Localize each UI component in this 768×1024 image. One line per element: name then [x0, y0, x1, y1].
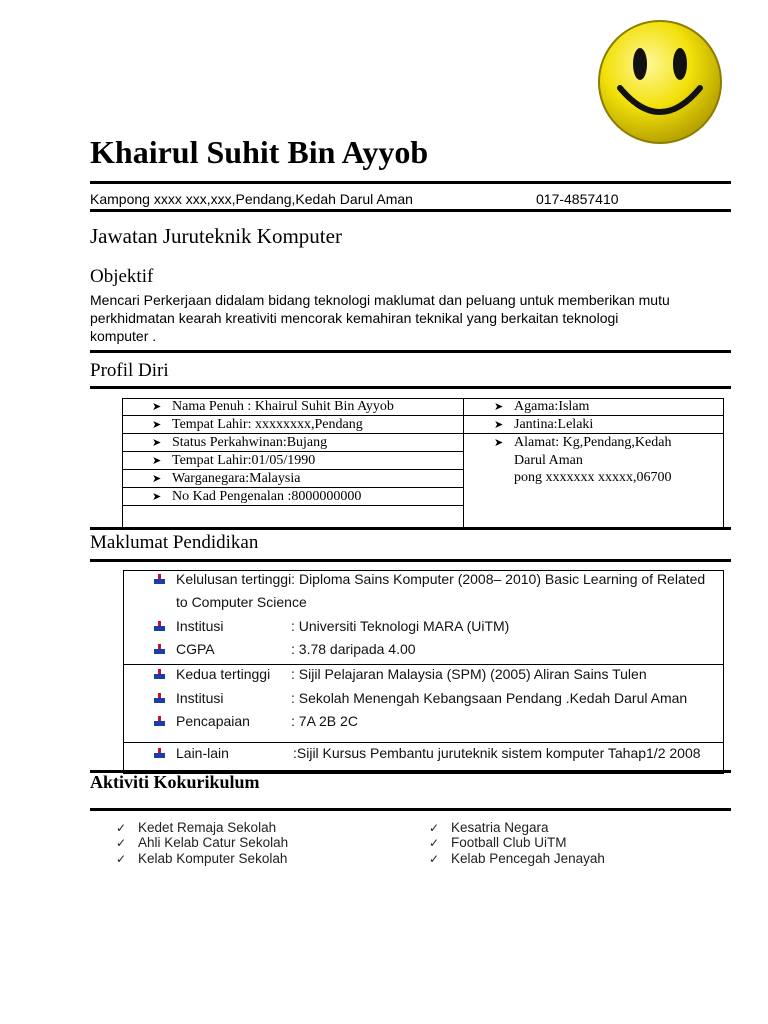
profil-row: ➤ No Kad Pengenalan :8000000000 [122, 488, 464, 506]
kokurikulum-item: ✓ Football Club UiTM [429, 835, 567, 850]
pointing-hand-bullet-icon [154, 574, 166, 585]
kokurikulum-item: ✓ Kelab Pencegah Jenayah [429, 851, 605, 866]
arrow-bullet-icon: ➤ [152, 437, 162, 449]
candidate-name: Khairul Suhit Bin Ayyob [90, 134, 429, 170]
profil-row: ➤ Tempat Lahir: xxxxxxxx,Pendang [122, 416, 464, 434]
edu-item: Institusi [154, 618, 223, 634]
pointing-hand-bullet-icon [154, 621, 166, 632]
edu-item: Institusi [154, 690, 223, 706]
profil-row: ➤ Warganegara:Malaysia [122, 470, 464, 488]
phone-number: 017-4857410 [536, 191, 619, 207]
kokurikulum-heading: Aktiviti Kokurikulum [90, 772, 260, 792]
pointing-hand-bullet-icon [154, 693, 166, 704]
edu-value: : 7A 2B 2C [291, 713, 358, 729]
edu-value: :Sijil Kursus Pembantu juruteknik sistem komputer Tahap1/2 2008 [293, 745, 701, 761]
objektif-line: perkhidmatan kearah kreativiti mencorak kemahiran teknikal yang berkaitan teknologi [90, 310, 619, 326]
smiley-face-icon [596, 18, 724, 146]
pendidikan-divider [123, 742, 724, 743]
profil-row: ➤ Status Perkahwinan:Bujang [122, 434, 464, 452]
edu-item: Kelulusan tertinggi: Diploma Sains Komputer (2008– 2010) Basic Learning of Related [154, 571, 705, 587]
checkmark-icon: ✓ [116, 821, 127, 835]
edu-item: CGPA [154, 641, 215, 657]
profil-row: ➤ Nama Penuh : Khairul Suhit Bin Ayyob [122, 398, 464, 416]
checkmark-icon: ✓ [429, 836, 440, 850]
objektif-heading: Objektif [90, 266, 154, 287]
edu-item: Lain-lain [154, 745, 229, 761]
arrow-bullet-icon: ➤ [152, 473, 162, 485]
profil-row-right: ➤ Agama:Islam [464, 398, 724, 416]
objektif-text [90, 291, 690, 345]
edu-value: : Sekolah Menengah Kebangsaan Pendang .Kedah Darul Aman [291, 690, 688, 706]
arrow-bullet-icon: ➤ [152, 401, 162, 413]
kokurikulum-item: ✓ Kesatria Negara [429, 820, 549, 835]
checkmark-icon: ✓ [116, 852, 127, 866]
pointing-hand-bullet-icon [154, 716, 166, 727]
profil-row: ➤ Tempat Lahir:01/05/1990 [122, 452, 464, 470]
edu-item-continuation: to Computer Science [176, 594, 307, 610]
header-rule-bottom [90, 209, 731, 212]
alamat-cell: ➤ Alamat: Kg,Pendang,Kedah Darul Aman pong xxxxxxx xxxxx,06700 [494, 435, 672, 485]
arrow-bullet-icon: ➤ [152, 419, 162, 431]
profil-heading: Profil Diri [90, 360, 169, 381]
edu-value: : Sijil Pelajaran Malaysia (SPM) (2005) Aliran Sains Tulen [291, 666, 647, 682]
header-rule-top [90, 181, 731, 184]
arrow-bullet-icon: ➤ [152, 455, 162, 467]
arrow-bullet-icon: ➤ [494, 437, 504, 449]
kokurikulum-item: ✓ Kelab Komputer Sekolah [116, 851, 288, 866]
pointing-hand-bullet-icon [154, 669, 166, 680]
edu-item: Pencapaian [154, 713, 250, 729]
edu-value: : Universiti Teknologi MARA (UiTM) [291, 618, 510, 634]
objektif-line: Mencari Perkerjaan didalam bidang teknologi maklumat dan peluang untuk memberikan mutu [90, 292, 670, 308]
pendidikan-divider [123, 664, 724, 665]
checkmark-icon: ✓ [429, 852, 440, 866]
section-rule [90, 350, 731, 353]
checkmark-icon: ✓ [116, 836, 127, 850]
address-text: Kampong xxxx xxx,xxx,Pendang,Kedah Darul Aman [90, 191, 413, 207]
section-rule [90, 527, 731, 530]
job-title: Jawatan Juruteknik Komputer [90, 224, 342, 248]
profil-row-right: ➤ Jantina:Lelaki [464, 416, 724, 434]
section-rule [90, 559, 731, 562]
checkmark-icon: ✓ [429, 821, 440, 835]
edu-item: Kedua tertinggi [154, 666, 270, 682]
pointing-hand-bullet-icon [154, 748, 166, 759]
arrow-bullet-icon: ➤ [494, 401, 504, 413]
objektif-line: komputer . [90, 328, 157, 344]
arrow-bullet-icon: ➤ [152, 491, 162, 503]
kokurikulum-item: ✓ Ahli Kelab Catur Sekolah [116, 835, 289, 850]
pendidikan-heading: Maklumat Pendidikan [90, 532, 259, 553]
arrow-bullet-icon: ➤ [494, 419, 504, 431]
kokurikulum-item: ✓ Kedet Remaja Sekolah [116, 820, 277, 835]
section-rule [90, 386, 731, 389]
section-rule [90, 808, 731, 811]
pointing-hand-bullet-icon [154, 644, 166, 655]
edu-value: : 3.78 daripada 4.00 [291, 641, 416, 657]
